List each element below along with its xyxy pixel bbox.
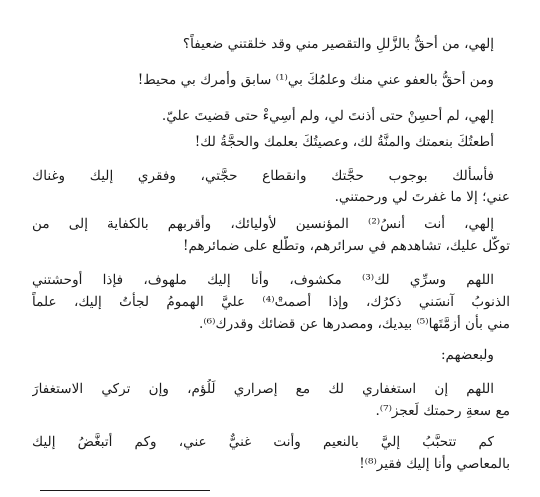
text-line: مني بأن أزمَّتَها⁽⁵⁾ بيديك، ومصدرها عن قضائك وقدرك⁽⁶⁾. <box>199 316 510 332</box>
text-line: اللهم وسرِّي لك⁽³⁾ مكشوف، وأنا إليك ملهوف، فإذا أوحشتني <box>32 272 494 288</box>
text-line: بالمعاصي وأنا إليك فقير⁽⁸⁾! <box>359 456 510 472</box>
text-line: توكَّل عليك، تشاهدهم في سرائرهم، وتطَّلع على ضمائرهم! <box>182 238 510 254</box>
text-line: كم تتحبَّبُ إليَّ بالنعيم وأنت غنيٌّ عني، وكم أتبغَّضُ إليك <box>32 434 494 450</box>
text-line: إلهي، من أحقُّ بالزَّللِ والتقصير مني وقد خلقتني ضعيفاً؟ <box>182 36 494 52</box>
text-line: إلهي، لم أُحسِنْ حتى أذنتَ لي، ولم أُسِيءْ حتى قضيتَ عليّ. <box>161 108 494 124</box>
text-line: الذنوبُ آنسَني ذكرُك، وإذا أصمتْ⁽⁴⁾ عليَّ الهمومُ لجأتُ إليك، علماً <box>32 294 510 310</box>
text-line: مع سعةِ رحمتك لَعجز⁽⁷⁾. <box>375 403 510 419</box>
text-line: ومن أحقُّ بالعفو عني منك وعلمُكَ بي⁽¹⁾ سابق وأمرك بي محيط! <box>137 72 494 88</box>
text-line: عني؛ إلا ما غفرتَ لي ورحمتني. <box>334 189 510 205</box>
text-line: إلهي، أنت أُنسُ⁽²⁾ المؤنسين لأوليائك، وأقربهم بالكفاية إلى من <box>32 216 494 232</box>
text-line: اللهم إن استغفاري لك مع إصراري لَلُؤم، وإن تركي الاستغفارَ <box>32 381 494 397</box>
text-line: فأسألك بوجوب حجَّتك وانقطاع حجَّتي، وفقري إليك وغناك <box>32 168 494 184</box>
text-line: أطعتُكَ بنعمتك والمنَّةُ لك، وعصيتُكَ بعلمك والحجَّةُ لك! <box>194 134 494 150</box>
section-heading: ولبعضهم: <box>440 347 494 363</box>
footnote-separator <box>40 490 210 491</box>
